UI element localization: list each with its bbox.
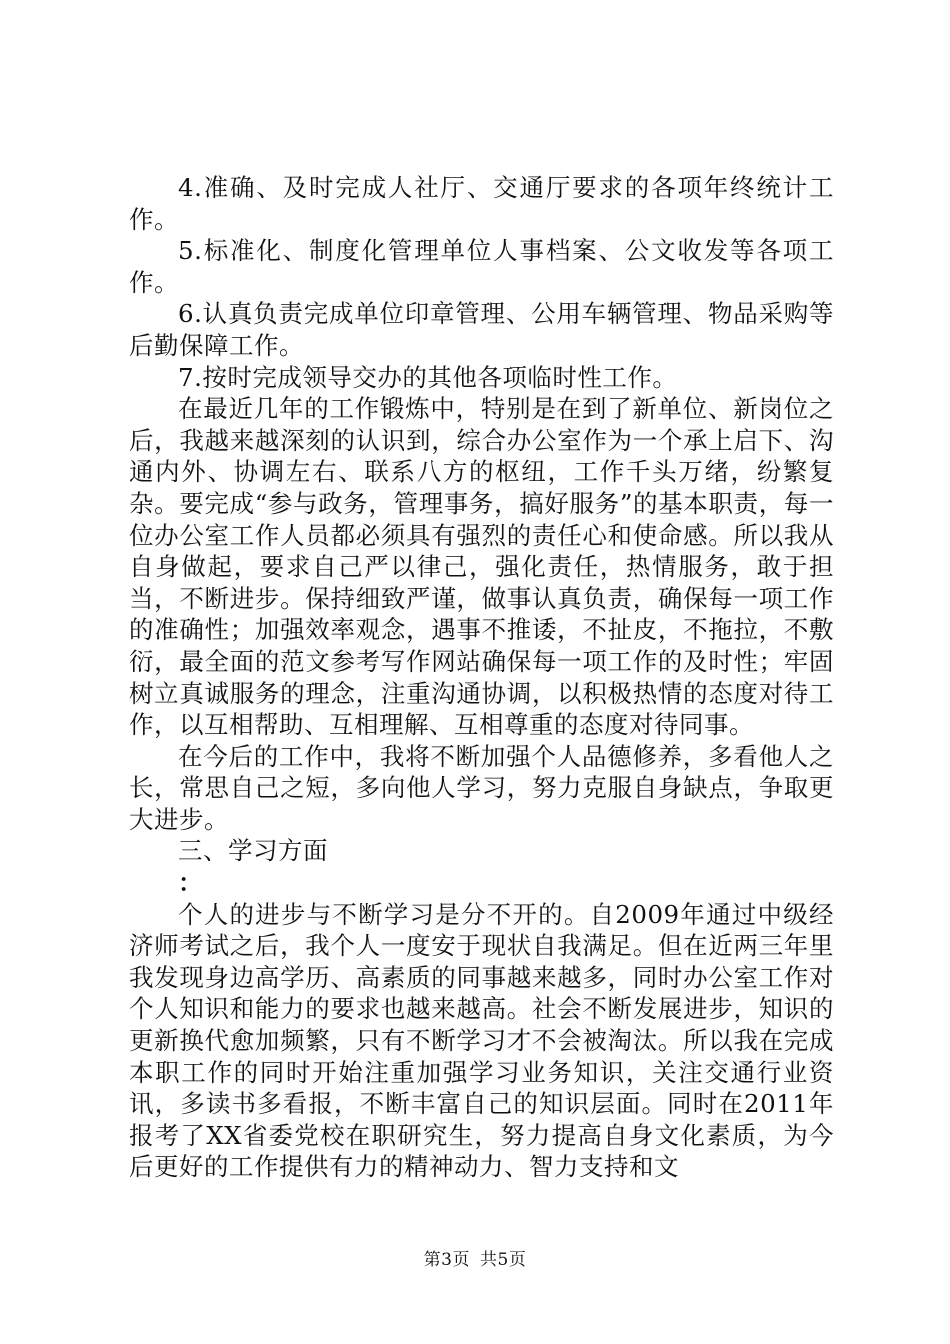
section-heading-study: 三、学习方面	[178, 836, 328, 866]
colon-line: ：	[178, 868, 203, 898]
page-number: 第3页	[423, 1250, 470, 1270]
paragraph-item-4: 4.准确、及时完成人社厅、交通厅要求的各项年终统计工作。	[129, 173, 834, 234]
page-footer	[0, 1245, 950, 1270]
page-total: 共5页	[480, 1250, 527, 1270]
document-body	[129, 172, 834, 1183]
paragraph-item-5: 5.标准化、制度化管理单位人事档案、公文收发等各项工作。	[129, 236, 834, 297]
paragraph-study: 个人的进步与不断学习是分不开的。自2009年通过中级经济师考试之后，我个人一度安于现状自我满足。但在近两三年里我发现身边高学历、高素质的同事越来越多，同时办公室工作对个人知识和能力的要求也越来越高。社会不断发展进步，知识的更新换代愈加频繁，只有不断学习才不会被淘汰。所以我在完成本职工作的同时开始注重加强学习业务知识，关注交通行业资讯，多读书多看报，不断丰富自己的知识层面。同时在2011年报考了XX省委党校在职研究生，努力提高自身文化素质，为今后更好的工作提供有力的精神动力、智力支持和文	[129, 899, 834, 1182]
paragraph-work-reflection: 在最近几年的工作锻炼中，特别是在到了新单位、新岗位之后，我越来越深刻的认识到，综合办公室作为一个承上启下、沟通内外、协调左右、联系八方的枢纽，工作千头万绪，纷繁复杂。要完成“参与政务，管理事务，搞好服务”的基本职责，每一位办公室工作人员都必须具有强烈的责任心和使命感。所以我从自身做起，要求自己严以律己，强化责任，热情服务，敢于担当，不断进步。保持细致严谨，做事认真负责，确保每一项工作的准确性；加强效率观念，遇事不推诿，不扯皮，不拖拉，不敷衍，最全面的范文参考写作网站确保每一项工作的及时性；牢固树立真诚服务的理念，注重沟通协调，以积极热情的态度对待工作，以互相帮助、互相理解、互相尊重的态度对待同事。	[129, 394, 834, 740]
paragraph-item-6: 6.认真负责完成单位印章管理、公用车辆管理、物品采购等后勤保障工作。	[129, 299, 834, 360]
paragraph-item-7: 7.按时完成领导交办的其他各项临时性工作。	[178, 362, 678, 392]
paragraph-future-work: 在今后的工作中，我将不断加强个人品德修养，多看他人之长，常思自己之短，多向他人学习，努力克服自身缺点，争取更大进步。	[129, 741, 834, 834]
